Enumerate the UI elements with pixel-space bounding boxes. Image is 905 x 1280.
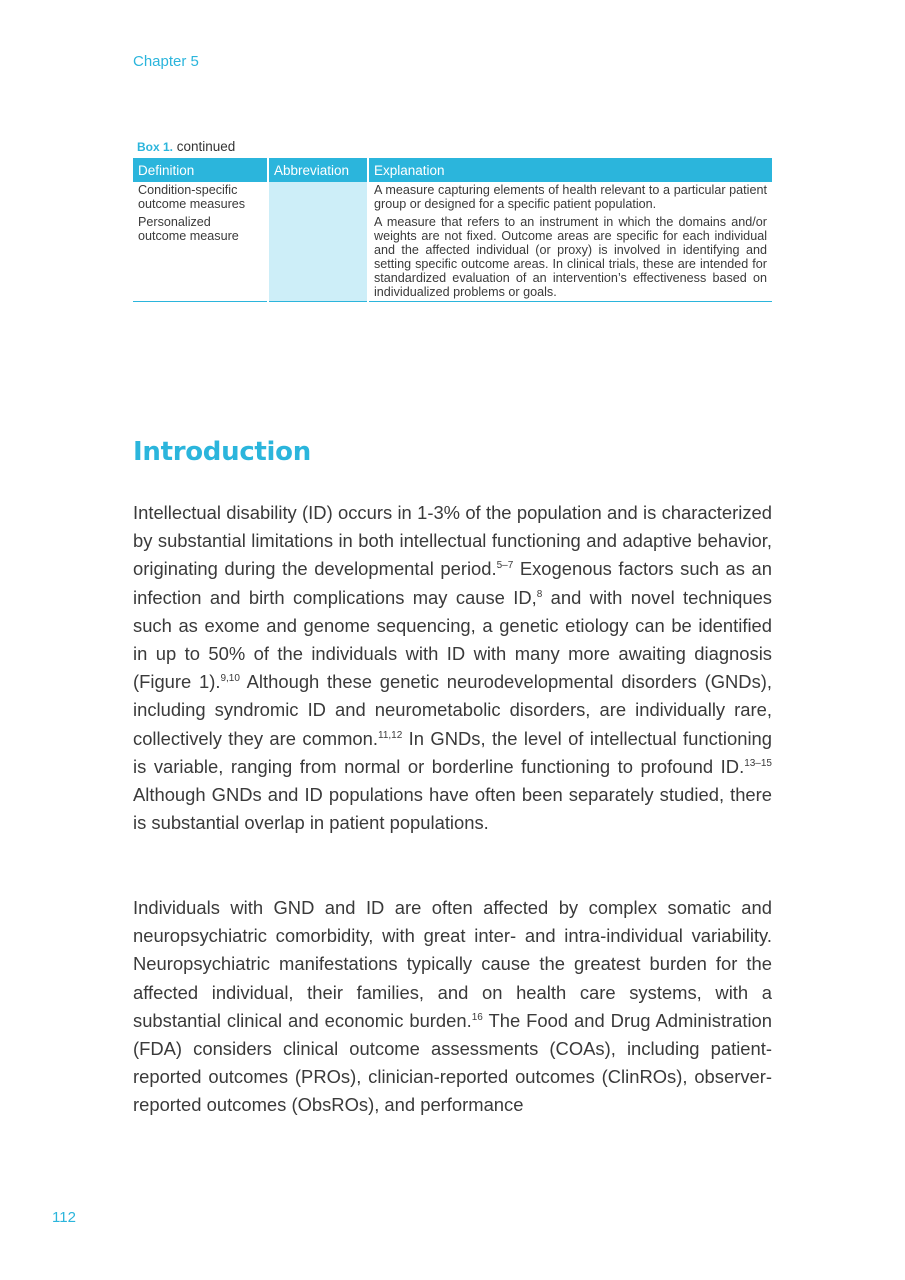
citation-superscript: 11,12 (378, 729, 403, 741)
paragraph-text: Although GNDs and ID populations have often been separately studied, there is substantial overlap in patient populations. (133, 784, 772, 834)
definition-cell: Condition-specific outcome measures (138, 183, 246, 211)
paragraph-text: Intellectual disability (ID) occurs in 1-3% of the population and is characterized by substantial limitations in both intellectual functioning and adaptive behavior, originating during the developmental period. (133, 502, 772, 580)
paragraph-text: In GNDs, the level of intellectual functioning is variable, ranging from normal or borderline functioning to profound ID. (133, 727, 773, 777)
page-number: 112 (52, 1209, 76, 1226)
paragraph-2 (133, 894, 772, 1120)
explanation-cell: A measure capturing elements of health relevant to a particular patient group or designed for a specific patient population. (374, 183, 767, 211)
citation-superscript: 5–7 (496, 560, 514, 572)
box-caption-suffix: continued (173, 139, 236, 154)
paragraph-1 (133, 499, 772, 837)
paragraph-text: and with novel techniques such as exome and genome sequencing, a genetic etiology can be identified in up to 50% of the individuals with ID with many more awaiting diagnosis (Figure 1). (133, 586, 772, 693)
citation-superscript: 16 (471, 1011, 483, 1023)
column-header-definition: Definition (133, 158, 268, 182)
paragraph-text: Although these genetic neurodevelopmental disorders (GNDs), including syndromic ID and neurometabolic disorders, are individually rare, collectively they are common. (133, 671, 773, 749)
table-row (133, 182, 772, 214)
paragraph-text: The Food and Drug Administration (FDA) considers clinical outcome assessments (COAs), including patient-reported outcomes (PROs), clinician-reported outcomes (ClinROs), observer-reported outcomes (ObsROs), and performance (133, 1009, 772, 1116)
citation-superscript: 13–15 (744, 757, 772, 769)
chapter-header: Chapter 5 (133, 53, 199, 70)
column-header-abbreviation: Abbreviation (268, 158, 368, 182)
box-caption (137, 139, 235, 154)
abbreviation-cell (268, 214, 368, 302)
citation-superscript: 9,10 (220, 673, 240, 685)
table-row (133, 214, 772, 302)
explanation-cell: A measure that refers to an instrument in which the domains and/or weights are not fixed. Outcome areas are specific for each individual and the affected individual (or proxy) is involved in identifying and setting specific outcome areas. In clinical trials, these are intended for standardized evaluation of an intervention’s effectiveness based on individualized problems or goals. (368, 214, 772, 302)
table-header-row (133, 158, 772, 182)
paragraph-text: Exogenous factors such as an infection and birth complications may cause ID, (133, 558, 772, 608)
section-heading: Introduction (133, 437, 311, 467)
paragraph-text: Individuals with GND and ID are often affected by complex somatic and neuropsychiatric comorbidity, with great inter- and intra-individual variability. Neuropsychiatric manifestations typically cause the greatest burden for the affected individual, their families, and on health care systems, with a substantial clinical and economic burden. (133, 897, 772, 1031)
definitions-table (133, 158, 772, 302)
column-header-explanation: Explanation (368, 158, 772, 182)
box-label: Box 1. (137, 140, 174, 154)
citation-superscript: 8 (536, 588, 543, 600)
definition-cell: Personalized outcome measure (133, 214, 268, 302)
abbreviation-cell (268, 182, 368, 214)
